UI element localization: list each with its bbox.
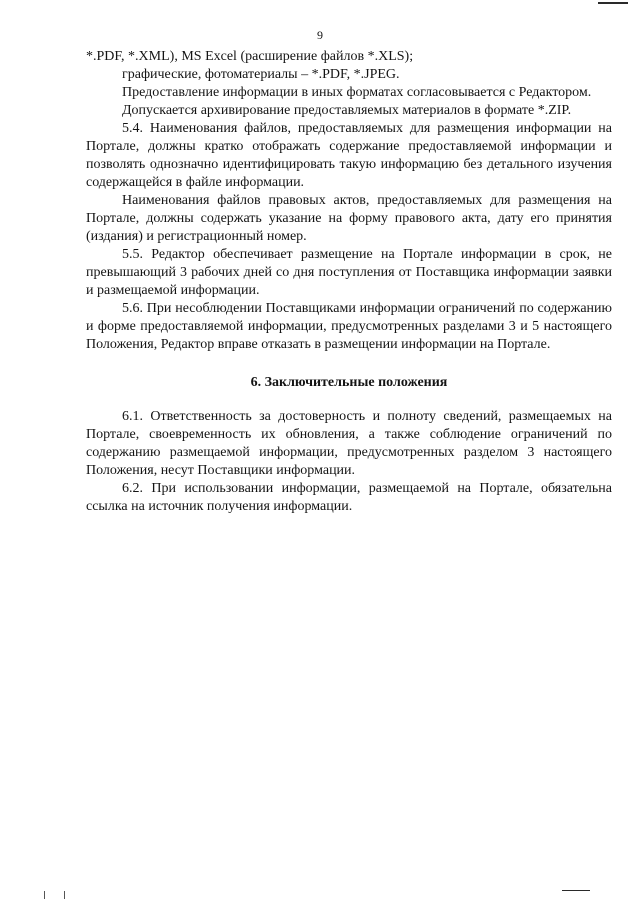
page-number: 9 <box>317 28 323 42</box>
scan-edge-mark <box>562 890 590 891</box>
paragraph: 5.6. При несоблюдении Поставщиками информации ограничений по содержанию и форме предоставляемой информации, предусмотренных разделами 3 и 5 настоящего Положения, Редактор вправе отказать в размещении информации на Портале. <box>86 301 612 352</box>
paragraph: *.PDF, *.XML), MS Excel (расширение файлов *.XLS); <box>86 49 414 64</box>
document-body <box>86 48 612 516</box>
paragraph: Допускается архивирование предоставляемых материалов в формате *.ZIP. <box>122 103 572 118</box>
paragraph: Предоставление информации в иных форматах согласовывается с Редактором. <box>122 85 592 100</box>
section-heading: 6. Заключительные положения <box>250 375 448 390</box>
paragraph: 5.4. Наименования файлов, предоставляемых для размещения информации на Портале, должны кратко отображать содержание предоставляемой информации и позволять однозначно идентифицировать такую информацию без детального изучения содержащейся в файле информации. <box>86 121 612 190</box>
scan-edge-tick <box>64 891 65 899</box>
paragraph: 5.5. Редактор обеспечивает размещение на Портале информации в срок, не превышающий 3 рабочих дней со дня поступления от Поставщика информации заявки и размещаемой информации. <box>86 247 612 298</box>
paragraph: 6.1. Ответственность за достоверность и полноту сведений, размещаемых на Портале, своевременность их обновления, а также соблюдение ограничений по содержанию размещаемой информации, предусмотренных разделом 3 настоящего Положения, несут Поставщики информации. <box>86 409 612 478</box>
scan-edge-mark <box>598 2 628 4</box>
scan-edge-tick <box>44 891 45 899</box>
paragraph: Наименования файлов правовых актов, предоставляемых для размещения на Портале, должны содержать указание на форму правового акта, дату его принятия (издания) и регистрационный номер. <box>86 193 612 244</box>
paragraph: графические, фотоматериалы – *.PDF, *.JPEG. <box>122 67 400 82</box>
paragraph: 6.2. При использовании информации, размещаемой на Портале, обязательна ссылка на источник получения информации. <box>86 481 612 514</box>
